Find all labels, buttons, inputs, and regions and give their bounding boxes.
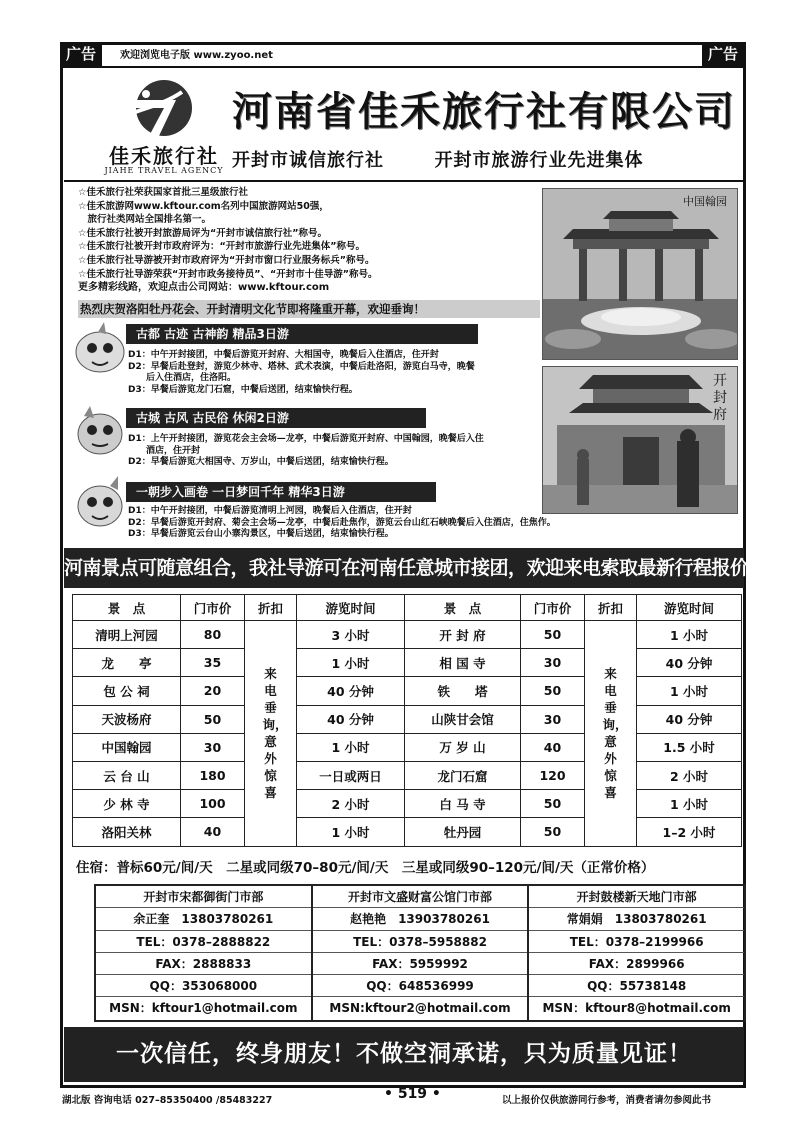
column-header: 折扣 <box>585 595 637 621</box>
table-cell: 天波杨府 <box>73 705 181 733</box>
table-cell: 50 <box>521 790 585 818</box>
table-cell: 35 <box>181 649 245 677</box>
table-cell: 白 马 寺 <box>405 790 521 818</box>
table-cell: 清明上河园 <box>73 621 181 649</box>
discount-note-text: 来电垂询，意外惊喜 <box>602 666 628 801</box>
ad-label-left: 广告 <box>60 42 102 66</box>
slogan-bar: 河南景点可随意组合，我社导游可在河南任意城市接团，欢迎来电索取最新行程报价。 <box>64 548 744 588</box>
table-cell: 1 小时 <box>297 649 405 677</box>
table-cell: 开 封 府 <box>405 621 521 649</box>
table-cell: 40 <box>181 818 245 846</box>
table-cell: 50 <box>521 818 585 846</box>
table-cell: 1–2 小时 <box>637 818 742 846</box>
mascot-icon <box>70 318 128 376</box>
route-day: D2：早餐后赴登封，游览少林寺、塔林、武术表演，中餐后赴洛阳，游览白马寺，晚餐 <box>128 361 475 372</box>
route-day: 酒店，住开封 <box>128 445 201 456</box>
table-cell: 中国翰园 <box>73 733 181 761</box>
mascot-icon <box>70 472 128 530</box>
footer-contact: 湖北版 咨询电话 027–85350400 /85483227 <box>62 1095 273 1106</box>
store-contacts <box>94 884 746 1022</box>
table-cell: 80 <box>181 621 245 649</box>
store-contact: 赵艳艳 13903780261 <box>313 908 528 930</box>
table-row <box>73 733 742 761</box>
column-header: 折扣 <box>245 595 297 621</box>
route-day: D1：中午开封接团，中餐后游览清明上河园，晚餐后入住酒店，住开封 <box>128 506 412 516</box>
mascot-icon <box>70 400 128 458</box>
honor-item: 旅行社类网站全国排名第一。 <box>78 214 212 226</box>
table-cell: 少 林 寺 <box>73 790 181 818</box>
column-header: 景 点 <box>405 595 521 621</box>
table-cell: 1 小时 <box>297 818 405 846</box>
table-cell: 2 小时 <box>637 761 742 789</box>
honor-item: ☆佳禾旅行社被开封旅游局评为“开封市诚信旅行社”称号。 <box>78 227 328 239</box>
table-cell: 40 分钟 <box>297 677 405 705</box>
table-cell: 40 分钟 <box>637 705 742 733</box>
logo-chinese-name: 佳禾旅行社 <box>109 144 219 168</box>
gate-illustration <box>543 367 738 514</box>
table-cell: 50 <box>521 621 585 649</box>
company-subtitle <box>232 146 644 172</box>
table-cell: 山陕甘会馆 <box>405 705 521 733</box>
table-cell: 40 分钟 <box>297 705 405 733</box>
table-cell: 40 <box>521 733 585 761</box>
store-msn: MSN：kftour8@hotmail.com <box>542 1001 731 1016</box>
store-fax: FAX：5959992 <box>313 953 528 975</box>
table-cell: 龙 亭 <box>73 649 181 677</box>
honor-item: ☆佳禾旅行社导游被开封市政府评为“开封市窗口行业服务标兵”称号。 <box>78 254 375 266</box>
table-row <box>73 677 742 705</box>
table-row <box>73 790 742 818</box>
table-row <box>73 705 742 733</box>
honor-item: ☆佳禾旅行社被开封市政府评为：“开封市旅游行业先进集体”称号。 <box>78 241 366 253</box>
route-day: D2：早餐后游览大相国寺、万岁山，中餐后送团，结束愉快行程。 <box>128 457 394 467</box>
photo-kaifengfu <box>542 366 738 514</box>
photo1-caption: 中国翰园 <box>683 195 727 208</box>
honor-item: ☆佳禾旅行社导游荣获“开封市政务接待员”、“开封市十佳导游”称号。 <box>78 268 378 280</box>
table-cell: 云 台 山 <box>73 761 181 789</box>
table-cell: 洛阳关林 <box>73 818 181 846</box>
lodging-prices: 住宿：普标60元/间/天 二星或同级70–80元/间/天 三星或同级90–120元/间/天（正常价格） <box>76 860 655 876</box>
store-fax: FAX：2888833 <box>96 953 311 975</box>
store-name: 开封市文盛财富公馆门市部 <box>313 886 528 908</box>
top-divider <box>60 66 746 68</box>
column-header: 门市价 <box>521 595 585 621</box>
table-cell: 1 小时 <box>637 677 742 705</box>
store-contact: 常娟娟 13803780261 <box>529 908 744 930</box>
table-cell: 40 分钟 <box>637 649 742 677</box>
store-card <box>313 886 530 1020</box>
ad-label-right: 广告 <box>702 42 744 66</box>
discount-note-left <box>245 621 297 847</box>
agency-logo <box>104 78 224 178</box>
table-cell: 100 <box>181 790 245 818</box>
route-day: D1：中午开封接团，中餐后游览开封府、大相国寺，晚餐后入住酒店，住开封 <box>128 350 439 360</box>
store-card <box>96 886 313 1020</box>
store-msn: MSN：kftour1@hotmail.com <box>109 1001 298 1016</box>
table-cell: 30 <box>181 733 245 761</box>
table-row <box>73 621 742 649</box>
footer-disclaimer: 以上报价仅供旅游同行参考，消费者请勿参阅此书 <box>502 1095 712 1106</box>
store-qq: QQ：353068000 <box>96 975 311 997</box>
table-cell: 1.5 小时 <box>637 733 742 761</box>
discount-note-right <box>585 621 637 847</box>
route-day: D3：早餐后游览龙门石窟，中餐后送团，结束愉快行程。 <box>128 384 358 395</box>
top-note: 欢迎浏览电子版 www.zyoo.net <box>120 50 273 61</box>
table-cell: 1 小时 <box>297 733 405 761</box>
table-cell: 180 <box>181 761 245 789</box>
route-days-1 <box>128 350 540 396</box>
company-name: 河南省佳禾旅行社有限公司 <box>232 89 736 135</box>
motto-bar: 一次信任，终身朋友！不做空洞承诺，只为质量见证！ <box>64 1027 744 1082</box>
honor-item: ☆佳禾旅游网www.kftour.com名列中国旅游网站50强， <box>78 200 329 212</box>
table-cell: 20 <box>181 677 245 705</box>
route-title-3: 一朝步入画卷 一日梦回千年 精华3日游 <box>126 482 436 502</box>
photo2-caption: 开封府 <box>713 373 727 423</box>
table-cell: 3 小时 <box>297 621 405 649</box>
route-title-2: 古城 古风 古民俗 休闲2日游 <box>126 408 426 428</box>
column-header: 门市价 <box>181 595 245 621</box>
price-table <box>72 594 742 847</box>
subtitle-left: 开封市诚信旅行社 <box>232 150 384 171</box>
table-row <box>73 649 742 677</box>
table-cell: 包 公 祠 <box>73 677 181 705</box>
table-cell: 铁 塔 <box>405 677 521 705</box>
table-cell: 30 <box>521 649 585 677</box>
festival-banner: 热烈庆贺洛阳牡丹花会、开封清明文化节即将隆重开幕，欢迎垂询！ <box>78 300 540 318</box>
archway-illustration <box>543 189 738 360</box>
route-day: D2：早餐后游览开封府、菊会主会场—龙亭，中餐后赴焦作，游览云台山红石峡晚餐后入住酒店，住焦作。 <box>128 517 556 528</box>
table-cell: 一日或两日 <box>297 761 405 789</box>
store-tel: TEL：0378–5958882 <box>313 931 528 953</box>
logo-english-name: JIAHE TRAVEL AGENCY <box>104 166 224 175</box>
store-name: 开封鼓楼新天地门市部 <box>529 886 744 908</box>
table-cell: 1 小时 <box>637 790 742 818</box>
table-cell: 50 <box>521 677 585 705</box>
route-days-3 <box>128 506 740 541</box>
table-cell: 30 <box>521 705 585 733</box>
page-number: • 519 • <box>384 1086 441 1102</box>
photo-hanyuan <box>542 188 738 360</box>
table-cell: 牡丹园 <box>405 818 521 846</box>
route-days-2 <box>128 434 540 469</box>
store-fax: FAX：2899966 <box>529 953 744 975</box>
table-header-row <box>73 595 742 621</box>
subtitle-right: 开封市旅游行业先进集体 <box>434 150 644 171</box>
column-header: 游览时间 <box>637 595 742 621</box>
table-cell: 50 <box>181 705 245 733</box>
store-contact: 余正奎 13803780261 <box>96 908 311 930</box>
route-day: D3：早餐后游览云台山小寨沟景区，中餐后送团，结束愉快行程。 <box>128 529 394 539</box>
route-day: 后入住酒店，住洛阳。 <box>128 373 237 383</box>
table-cell: 120 <box>521 761 585 789</box>
store-tel: TEL：0378–2199966 <box>529 931 744 953</box>
column-header: 景 点 <box>73 595 181 621</box>
table-cell: 万 岁 山 <box>405 733 521 761</box>
discount-note-text: 来电垂询，意外惊喜 <box>262 666 288 801</box>
logo-mark-icon <box>118 78 202 140</box>
honor-item: ☆佳禾旅行社荣获国家首批三星级旅行社 <box>78 187 249 198</box>
header-divider <box>64 180 744 182</box>
table-cell: 2 小时 <box>297 790 405 818</box>
store-name: 开封市宋都御街门市部 <box>96 886 311 908</box>
store-card <box>529 886 744 1020</box>
route-title-1: 古都 古迹 古神韵 精品3日游 <box>126 324 478 344</box>
table-cell: 1 小时 <box>637 621 742 649</box>
store-msn: MSN:kftour2@hotmail.com <box>329 1001 511 1016</box>
honors-list <box>78 186 538 295</box>
more-routes-link: 更多精彩线路，欢迎点击公司网站：www.kftour.com <box>78 282 330 294</box>
route-day: D1：上午开封接团，游览花会主会场—龙亭，中餐后游览开封府、中国翰园，晚餐后入住 <box>128 434 484 444</box>
store-qq: QQ：648536999 <box>313 975 528 997</box>
table-cell: 龙门石窟 <box>405 761 521 789</box>
store-tel: TEL：0378–2888822 <box>96 931 311 953</box>
table-row <box>73 761 742 789</box>
column-header: 游览时间 <box>297 595 405 621</box>
table-row <box>73 818 742 846</box>
table-cell: 相 国 寺 <box>405 649 521 677</box>
store-qq: QQ：55738148 <box>529 975 744 997</box>
